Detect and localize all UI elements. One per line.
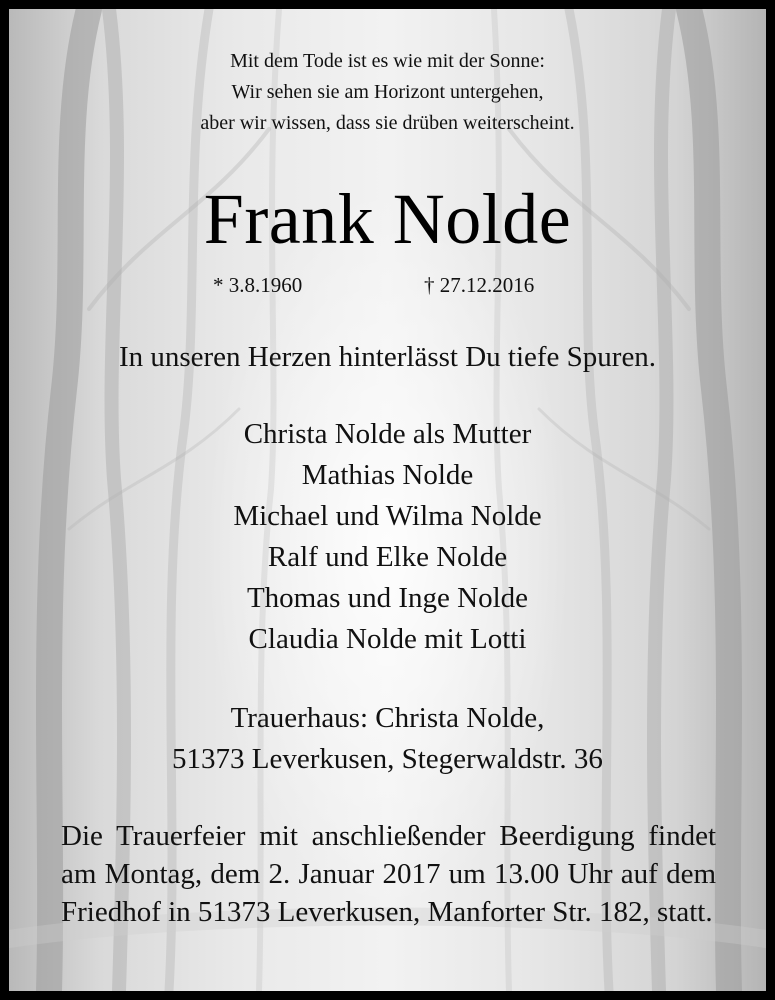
life-dates bbox=[9, 270, 766, 300]
mourner-entry: Michael und Wilma Nolde bbox=[233, 500, 542, 532]
funeral-details: Die Trauerfeier mit anschließender Beerdigung findet am Montag, dem 2. Januar 2017 um 13.00 Uhr auf dem Friedhof in 51373 Leverkusen, Manforter Str. 182, statt. bbox=[61, 820, 716, 928]
mourner-entry: Thomas und Inge Nolde bbox=[246, 582, 529, 614]
memorial-quote bbox=[9, 46, 766, 139]
deceased-name: Frank Nolde bbox=[203, 179, 572, 259]
house-line: 51373 Leverkusen, Stegerwaldstr. 36 bbox=[172, 743, 603, 775]
mourners-list bbox=[9, 414, 766, 660]
birth-date: * 3.8.1960 bbox=[213, 273, 303, 297]
notice-content bbox=[9, 9, 766, 991]
house-line: Trauerhaus: Christa Nolde, bbox=[230, 702, 545, 734]
quote-line: aber wir wissen, dass sie drüben weiterscheint. bbox=[200, 112, 575, 134]
mourner-entry: Ralf und Elke Nolde bbox=[267, 541, 508, 573]
mourner-entry: Claudia Nolde mit Lotti bbox=[248, 623, 527, 655]
quote-line: Wir sehen sie am Horizont untergehen, bbox=[231, 81, 544, 103]
mourner-entry: Christa Nolde als Mutter bbox=[243, 418, 532, 450]
quote-line: Mit dem Tode ist es wie mit der Sonne: bbox=[230, 50, 545, 72]
mourner-entry: Mathias Nolde bbox=[301, 459, 474, 491]
death-date: † 27.12.2016 bbox=[424, 273, 535, 297]
memorial-motto: In unseren Herzen hinterlässt Du tiefe Spuren. bbox=[118, 341, 657, 373]
house-of-mourning bbox=[9, 698, 766, 780]
